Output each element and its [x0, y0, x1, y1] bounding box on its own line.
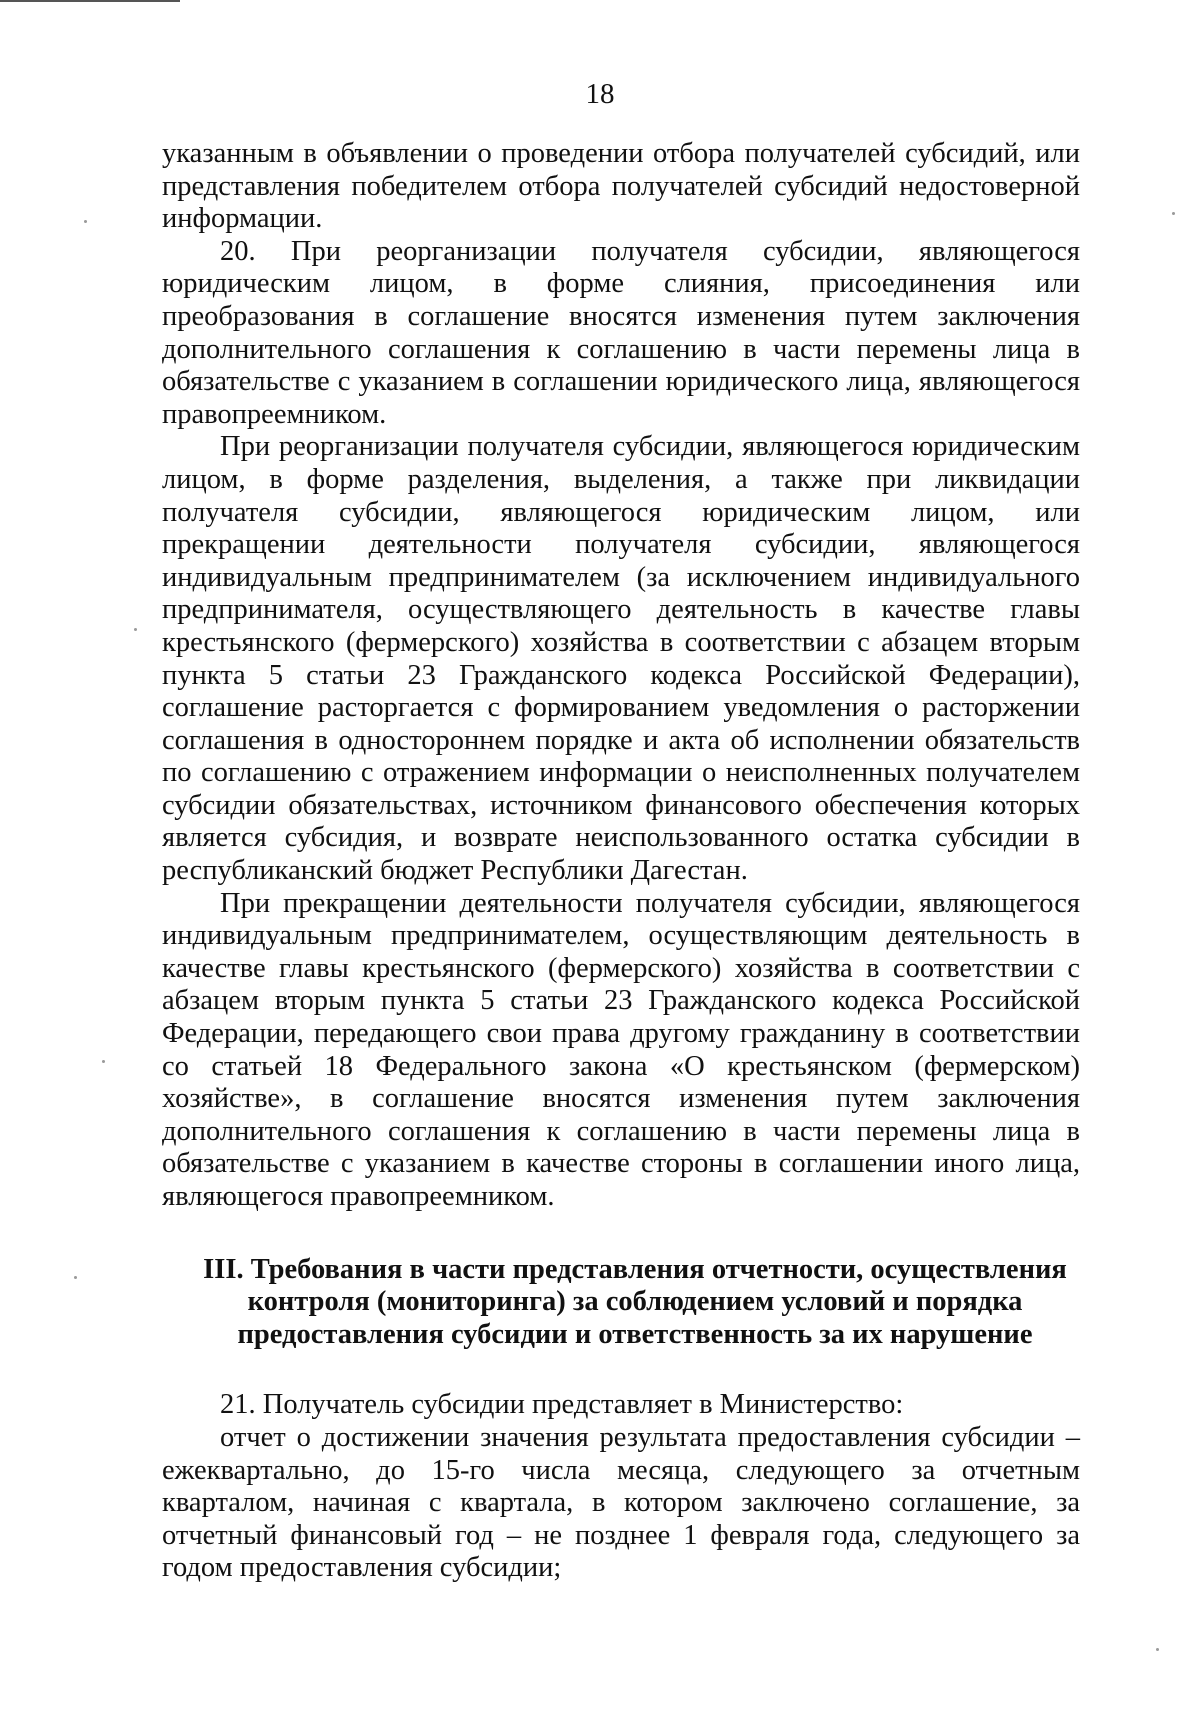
paragraph-report: отчет о достижении значения результата предоставления субсидии – ежеквартально, до 15-го числа месяца, следующего за отчетным кварталом, начиная с квартала, в котором заключено соглашение, за отчетный финансовый год – не позднее 1 февраля года, следующего за годом предоставления субсидии;	[162, 1421, 1080, 1584]
paragraph-continuation: указанным в объявлении о проведении отбора получателей субсидий, или представления победителем отбора получателей субсидий недостоверной информации.	[162, 138, 1080, 235]
page-number: 18	[585, 78, 615, 110]
paragraph-item-21: 21. Получатель субсидии представляет в Министерство:	[220, 1389, 904, 1421]
scan-speck	[84, 220, 87, 223]
document-body	[162, 138, 1080, 1585]
scan-speck	[74, 1276, 77, 1279]
scan-edge-line	[0, 0, 180, 2]
scan-speck	[1172, 212, 1175, 215]
section-heading: III. Требования в части представления отчетности, осуществления контроля (мониторинга) за соблюдением условий и порядка предоставления субсидии и ответственность за их нарушение	[203, 1253, 1067, 1350]
scan-speck	[1156, 1648, 1159, 1651]
paragraph-termination: При прекращении деятельности получателя субсидии, являющегося индивидуальным предпринимателем, осуществляющим деятельность в качестве главы крестьянского (фермерского) хозяйства в соответствии с абзацем вторым пункта 5 статьи 23 Гражданского кодекса Российской Федерации, передающего свои права другому гражданину в соответствии со статьей 18 Федерального закона «О крестьянском (фермерском) хозяйстве», в соглашение вносятся изменения путем заключения дополнительного соглашения к соглашению в части перемены лица в обязательстве с указанием в качестве стороны в соглашении иного лица, являющегося правопреемником.	[162, 887, 1080, 1212]
scan-speck	[102, 1060, 105, 1063]
paragraph-item-20: 20. При реорганизации получателя субсидии, являющегося юридическим лицом, в форме слияния, присоединения или преобразования в соглашение вносятся изменения путем заключения дополнительного соглашения к соглашению в части перемены лица в обязательстве с указанием в соглашении юридического лица, являющегося правопреемником.	[162, 235, 1080, 430]
paragraph-reorganization: При реорганизации получателя субсидии, являющегося юридическим лицом, в форме разделения, выделения, а также при ликвидации получателя субсидии, являющегося юридическим лицом, или прекращении деятельности получателя субсидии, являющегося индивидуальным предпринимателем (за исключением индивидуального предпринимателя, осуществляющего деятельность в качестве главы крестьянского (фермерского) хозяйства в соответствии с абзацем вторым пункта 5 статьи 23 Гражданского кодекса Российской Федерации), соглашение расторгается с формированием уведомления о расторжении соглашения в одностороннем порядке и акта об исполнении обязательств по соглашению с отражением информации о неисполненных получателем субсидии обязательствах, источником финансового обеспечения которых является субсидия, и возврате неиспользованного остатка субсидии в республиканский бюджет Республики Дагестан.	[162, 431, 1080, 887]
scan-speck	[134, 628, 137, 631]
